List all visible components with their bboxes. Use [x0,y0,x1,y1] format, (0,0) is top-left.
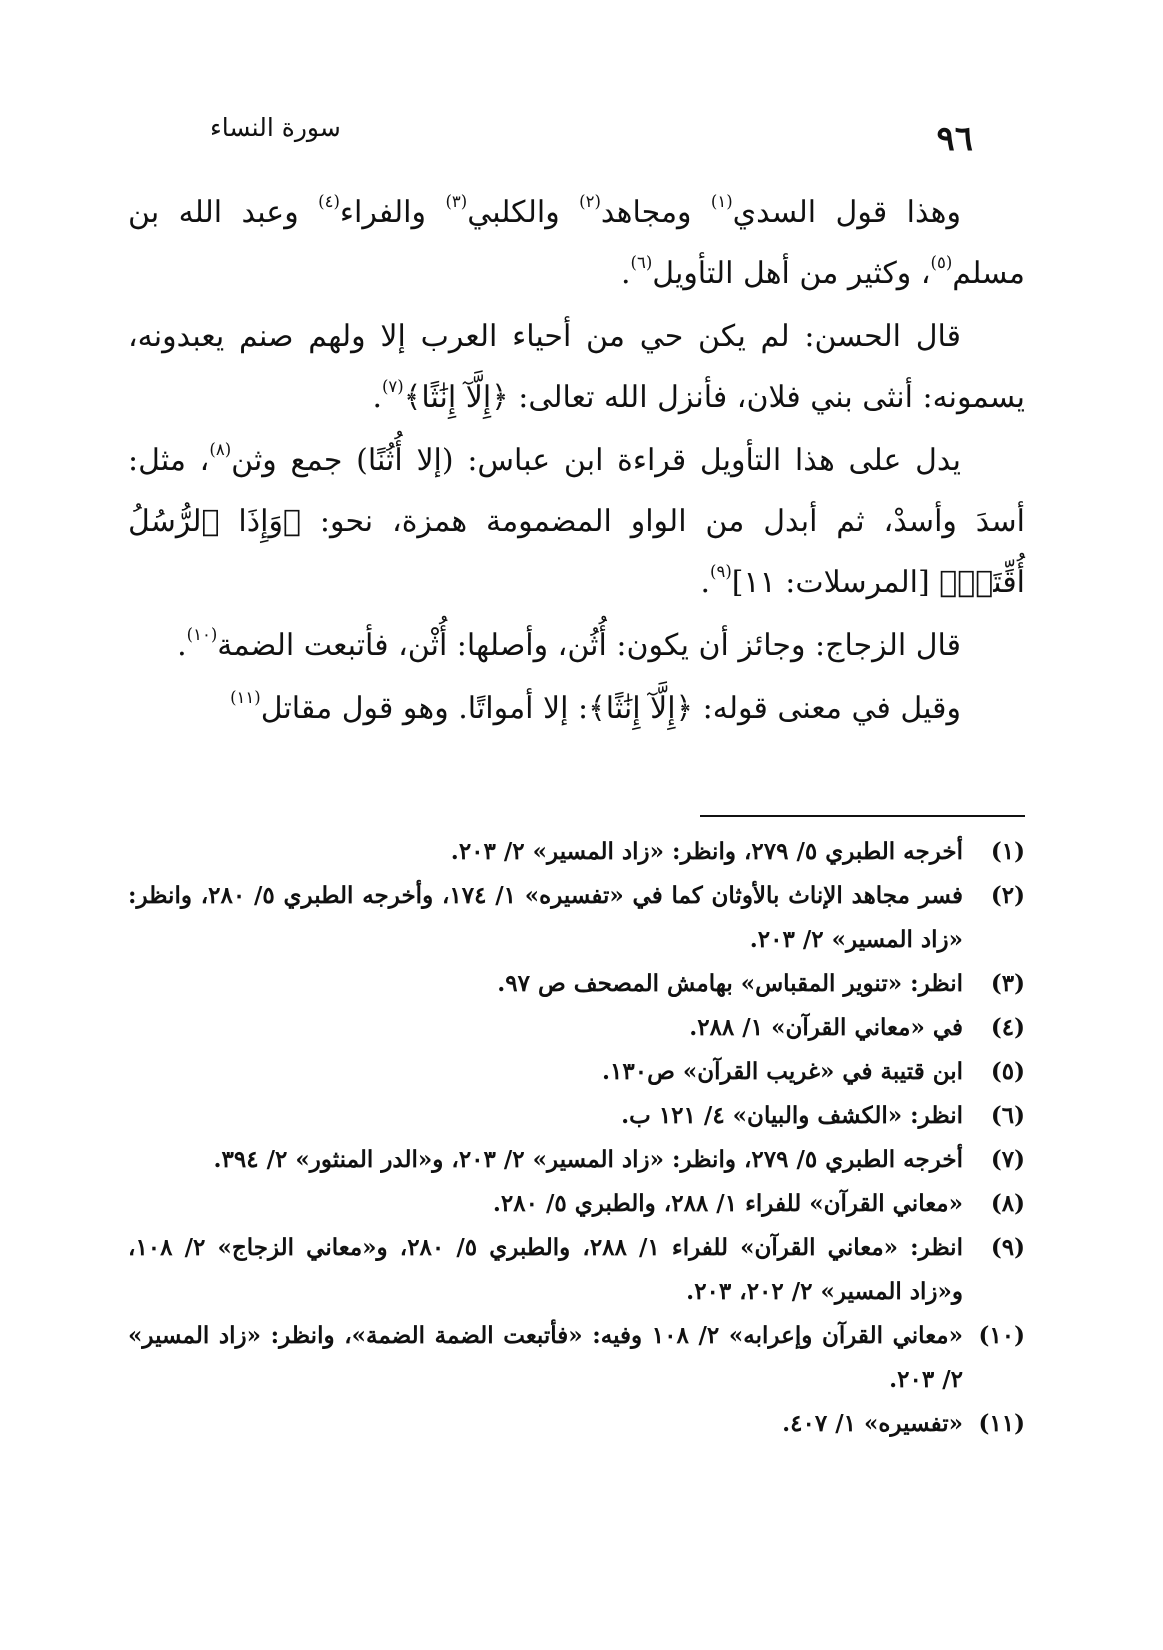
footnote-text: انظر: «الكشف والبيان» ٤/ ١٢١ ب. [621,1102,963,1129]
footnote-number: (٣) [990,970,1025,997]
text-run: ، مثل: أسدَ وأسدْ، ثم أبدل من الواو المضمومة همزة، نحو: ﴿وَإِذَا ٱلرُّسُلُ أُقِّتَتۡ﴾ [المرسلات: ١١] [128,443,1025,600]
text-run: . [700,565,711,600]
footnote-ref-3[interactable]: (٣) [445,192,468,212]
footnote [128,1182,1025,1226]
text-run: والكلبي [467,195,580,230]
footnote-ref-4[interactable]: (٤) [318,192,340,212]
footnote-ref-11[interactable]: (١١) [230,688,261,708]
footnote [128,962,1025,1006]
surah-title: سورة النساء [210,113,341,142]
footnote [128,1138,1025,1182]
footnote-text: أخرجه الطبري ٥/ ٢٧٩، وانظر: «زاد المسير» ٢/ ٢٠٣، و«الدر المنثور» ٢/ ٣٩٤. [213,1146,963,1173]
footnote-ref-6[interactable]: (٦) [630,253,653,273]
footnote [128,1402,1025,1446]
text-run: وهذا قول السدي [732,195,961,230]
footnote-text: «معاني القرآن» للفراء ١/ ٢٨٨، والطبري ٥/ ٢٨٠. [492,1190,963,1217]
text-run: . [620,256,631,291]
text-run: ومجاهد [600,195,711,230]
footnote-number: (١١) [978,1410,1025,1437]
footnote-divider [700,815,1025,817]
text-run: . [177,628,187,663]
footnote-text: «تفسيره» ١/ ٤٠٧. [782,1410,963,1437]
footnote [128,1226,1025,1314]
page-number: ٩٦ [936,119,973,159]
main-text [128,182,1025,741]
text-run: قال الحسن: لم يكن حي من أحياء العرب إلا ولهم صنم يعبدونه، يسمونه: أنثى بني فلان، فأنزل الله تعالى: ﴿إِلَّآ إِنَٰثًا﴾ [128,319,1025,415]
footnote-number: (١٠) [978,1322,1025,1349]
footnote-ref-1[interactable]: (١) [710,192,733,212]
footnote [128,1006,1025,1050]
footnote-number: (٤) [990,1014,1025,1041]
footnote-ref-2[interactable]: (٢) [579,192,601,212]
paragraph-4 [128,615,1025,676]
footnote-number: (٢) [990,882,1025,909]
footnote-text: فسر مجاهد الإناث بالأوثان كما في «تفسيره» ١/ ١٧٤، وأخرجه الطبري ٥/ ٢٨٠، وانظر: «زاد المسير» ٢/ ٢٠٣. [128,882,963,953]
footnote-number: (٥) [990,1058,1025,1085]
footnote-number: (٧) [990,1146,1025,1173]
footnote [128,1050,1025,1094]
text-run: ، وكثير من أهل التأويل [652,256,931,291]
text-run: وقيل في معنى قوله: ﴿إِلَّآ إِنَٰثًا﴾: إلا أمواتًا. وهو قول مقاتل [260,691,961,726]
footnote-ref-7[interactable]: (٧) [381,377,404,397]
footnote-number: (٨) [990,1190,1025,1217]
footnote [128,1314,1025,1402]
footnote-text: انظر: «معاني القرآن» للفراء ١/ ٢٨٨، والطبري ٥/ ٢٨٠، و«معاني الزجاج» ٢/ ١٠٨، و«زاد المسير» ٢/ ٢٠٢، ٢٠٣. [128,1234,963,1305]
text-run: يدل على هذا التأويل قراءة ابن عباس: (إلا أُثُنًا) جمع وثن [231,443,961,478]
footnote-text: أخرجه الطبري ٥/ ٢٧٩، وانظر: «زاد المسير» ٢/ ٢٠٣. [450,838,963,865]
footnote [128,830,1025,874]
paragraph-3 [128,430,1025,613]
footnotes [128,830,1025,1446]
text-run: . [372,380,382,415]
footnote-ref-8[interactable]: (٨) [209,440,232,460]
footnote-number: (٩) [990,1234,1025,1261]
footnote-text: انظر: «تنوير المقباس» بهامش المصحف ص ٩٧. [497,970,963,997]
footnote-text: «معاني القرآن وإعرابه» ٢/ ١٠٨ وفيه: «فأتبعت الضمة الضمة»، وانظر: «زاد المسير» ٢/ ٢٠٣. [128,1322,963,1393]
footnote-ref-10[interactable]: (١٠) [186,625,218,645]
footnote-number: (٦) [990,1102,1025,1129]
paragraph-2 [128,306,1025,428]
footnote-number: (١) [990,838,1025,865]
footnote-ref-9[interactable]: (٩) [710,562,732,582]
footnote-ref-5[interactable]: (٥) [930,253,953,273]
text-run: وعبد الله بن مسلم [128,195,1025,291]
paragraph-1 [128,182,1025,304]
footnote-text: ابن قتيبة في «غريب القرآن» ص١٣٠. [602,1058,963,1085]
footnote [128,874,1025,962]
footnote-text: في «معاني القرآن» ١/ ٢٨٨. [689,1014,963,1041]
text-run: قال الزجاج: وجائز أن يكون: أُثُن، وأصلها: أُثْن، فأتبعت الضمة [217,628,961,663]
footnote [128,1094,1025,1138]
text-run: والفراء [339,195,446,230]
paragraph-5 [128,678,1025,739]
running-header [130,105,1033,165]
